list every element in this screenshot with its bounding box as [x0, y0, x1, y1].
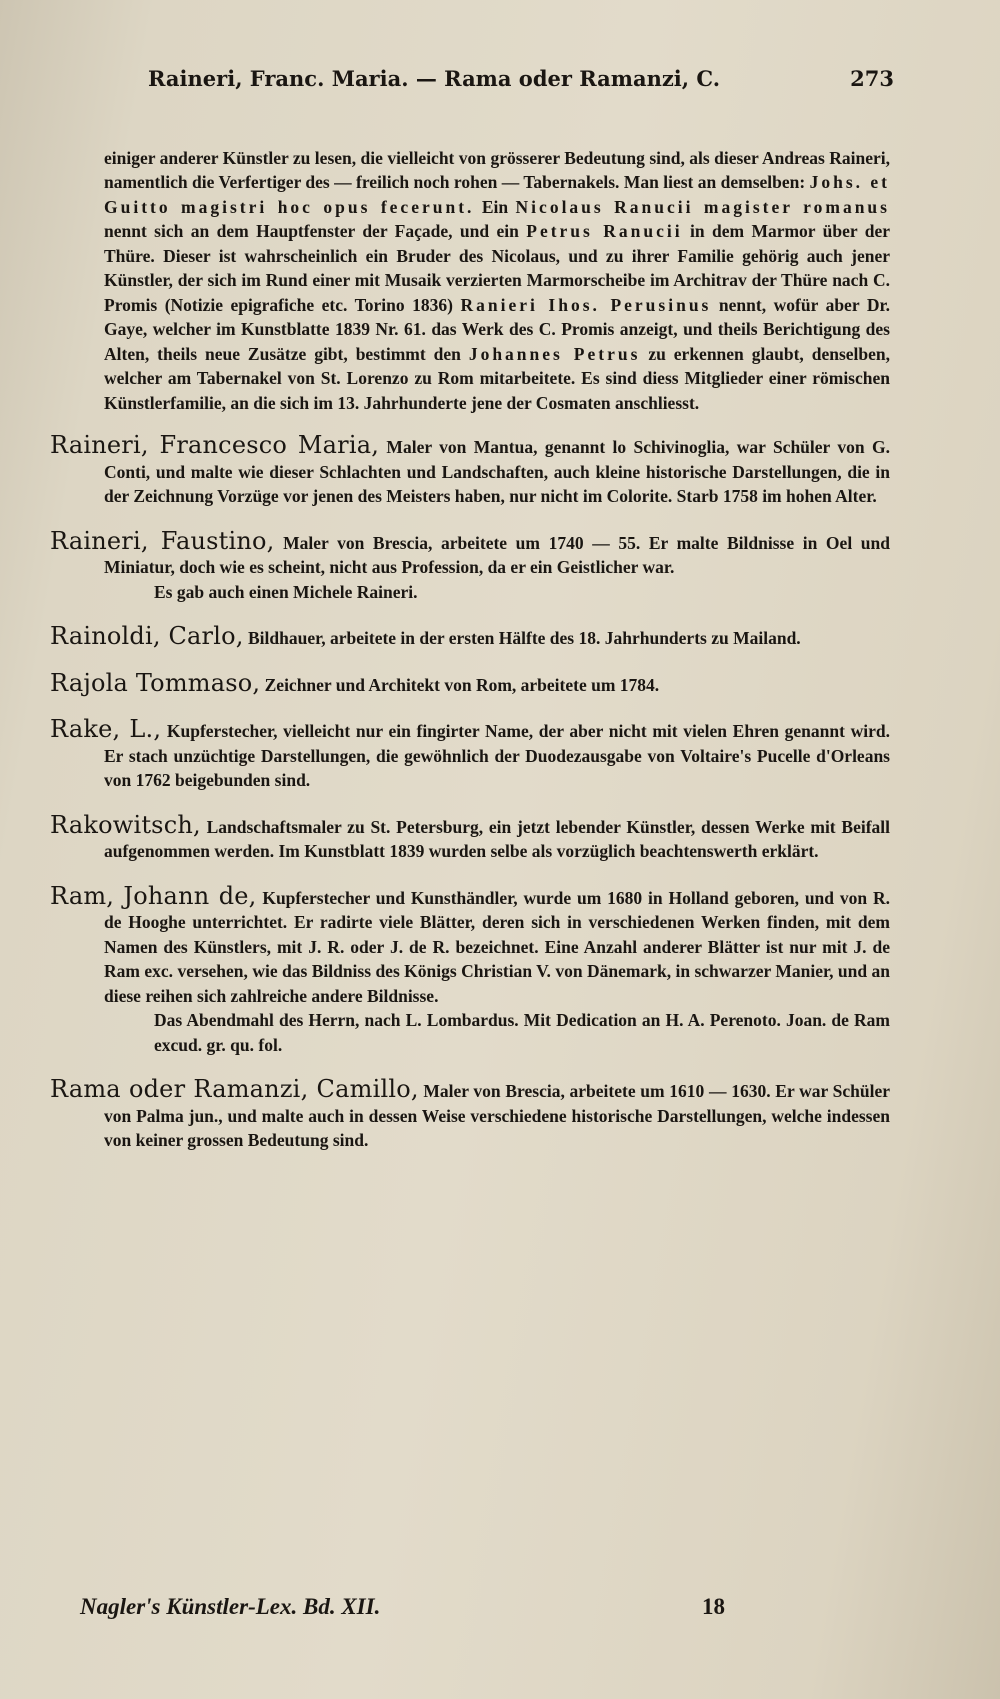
entry-headword: Ram, Johann de,: [50, 881, 257, 910]
entry-headword: Rajola Tommaso,: [50, 668, 261, 697]
continuation-paragraph: einiger anderer Künstler zu lesen, die vielleicht von grösserer Bedeutung sind, als dieser Andreas Raineri, namentlich die Verfertiger des — freilich noch rohen — Tabernakels. Man liest an demselben: Johs. et Guitto magistri hoc opus fecerunt. Ein Nicolaus Ranucii magister romanus nennt sich an dem Hauptfenster der Façade, und ein Petrus Ranucii in dem Marmor über der Thüre. Dieser ist wahrscheinlich ein Bruder des Nicolaus, und zu ihrer Familie gehörig auch jener Künstler, der sich im Rund einer mit Musaik verzierten Marmorscheibe im Architrav der Thüre nach C. Promis (Notizie epigrafiche etc. Torino 1836) Ranieri Ihos. Perusinus nennt, wofür aber Dr. Gaye, welcher im Kunstblatte 1839 Nr. 61. das Werk des C. Promis anzeigt, und theils Berichtigung des Alten, theils neue Zusätze gibt, bestimmt den Johannes Petrus zu erkennen glaubt, denselben, welcher am Tabernakel von St. Lorenzo zu Rom mitarbeitete. Es sind diess Mitglieder einer römischen Künstlerfamilie, an die sich im 13. Jahrhunderte jene der Cosmaten anschliesst.: [104, 147, 891, 413]
entry-headword: Rakowitsch,: [50, 810, 201, 839]
entry-rama-oder-ramanzi-camillo: [50, 1077, 890, 1153]
footer-volume-title: Nagler's Künstler-Lex. Bd. XII.: [80, 1594, 381, 1619]
entry-headword: Rama oder Ramanzi, Camillo,: [50, 1075, 419, 1103]
entry-raineri-faustino: [50, 526, 890, 605]
spaced-inscription: Nicolaus Ranucii magister romanus: [515, 196, 890, 217]
main-text: [50, 128, 890, 1173]
entry-note: Es gab auch einen Michele Raineri.: [154, 581, 418, 602]
page-footer: [80, 1594, 840, 1634]
entry-headword: Rake, L.,: [50, 715, 162, 743]
entry-rake-l: [50, 717, 890, 793]
entry-body: Maler von Mantua, genannt lo Schivinoglia, war Schüler von G. Conti, und malte wie dieser Schlachten und Landschaften, auch kleine historische Darstellungen, die in der Zeichnung Vorzüge vor jenen des Meisters haben, nur nicht im Colorite. Starb 1758 im hohen Alter.: [104, 437, 890, 506]
spaced-inscription: Ranieri Ihos. Perusinus: [460, 294, 712, 315]
entry-body: Kupferstecher, vielleicht nur ein fingirter Name, der aber nicht mit vielen Ehren genannt wird. Er stach unzüchtige Darstellungen, die gewöhnlich der Duodezausgabe von Voltaire's Pucelle d'Orleans von 1762 beigebunden sind.: [104, 721, 890, 790]
entry-body: Kupferstecher und Kunsthändler, wurde um 1680 in Holland geboren, und von R. de Hooghe unterrichtet. Er radirte viele Blätter, deren sich in verschiedenen Werken finden, mit dem Namen des Künstlers, mit J. R. oder J. de R. bezeichnet. Eine Anzahl anderer Blätter ist nur mit J. de Ram exc. versehen, wie das Bildniss des Königs Christian V. von Dänemark, in schwarzer Manier, und an diese reihen sich zahlreiche andere Bildnisse.: [104, 887, 890, 1006]
entry-body: Bildhauer, arbeitete in der ersten Hälfte des 18. Jahrhunderts zu Mailand.: [243, 628, 801, 648]
entry-headword: Raineri, Francesco Maria,: [50, 431, 380, 459]
entry-headword: Raineri, Faustino,: [50, 526, 275, 555]
entry-rajola-tommaso: [50, 668, 890, 698]
entry-headword: Rainoldi, Carlo,: [50, 622, 244, 650]
page-number: 273: [850, 66, 894, 91]
entry-raineri-francesco-maria: [50, 433, 890, 509]
entry-body: Maler von Brescia, arbeitete um 1610 — 1630. Er war Schüler von Palma jun., und malte auch in dessen Weise verschiedene historische Darstellungen, welche indessen von keiner grossen Bedeutung sind.: [104, 1081, 890, 1150]
entry-rainoldi-carlo: [50, 624, 890, 651]
entry-body: Landschaftsmaler zu St. Petersburg, ein jetzt lebender Künstler, dessen Werke mit Beifall aufgenommen werden. Im Kunstblatt 1839 wurden selbe als vorzüglich beachtenswerth erklärt.: [104, 816, 890, 861]
entry-note: Das Abendmahl des Herrn, nach L. Lombardus. Mit Dedication an H. A. Perenoto. Joan. de Ram excud. gr. qu. fol.: [154, 1010, 890, 1055]
signature-mark: 18: [702, 1594, 725, 1619]
entry-body: Maler von Brescia, arbeitete um 1740 — 55. Er malte Bildnisse in Oel und Miniatur, doch wie es scheint, nicht aus Profession, da er ein Geistlicher war.: [104, 532, 890, 577]
running-head: [148, 66, 894, 106]
spaced-inscription: Johannes Petrus: [468, 343, 641, 364]
entry-ram-johann-de: [50, 881, 890, 1058]
running-head-title: Raineri, Franc. Maria. — Rama oder Ramanzi, C.: [148, 66, 721, 91]
entry-rakowitsch: [50, 810, 890, 864]
entry-body: Zeichner und Architekt von Rom, arbeitete um 1784.: [260, 674, 660, 695]
spaced-inscription: Johs. et Guitto magistri hoc opus fecerunt.: [104, 172, 890, 217]
spaced-inscription: Petrus Ranucii: [526, 221, 683, 241]
